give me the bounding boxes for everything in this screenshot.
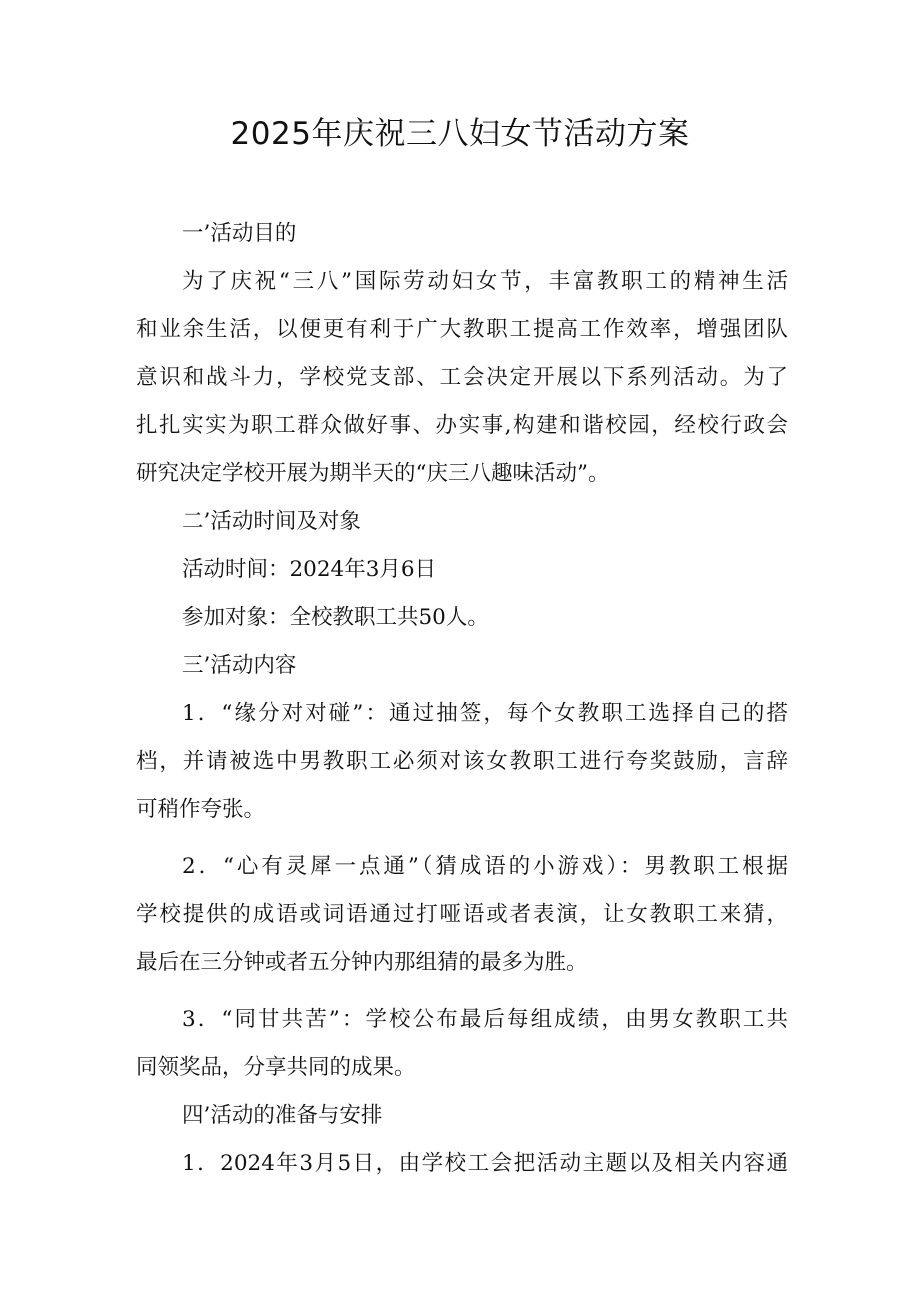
section-heading-content: 三’活动内容	[182, 653, 297, 678]
document-body	[136, 210, 788, 1188]
list-item-3	[136, 996, 788, 1092]
paragraph-line: 最后在三分钟或者五分钟内那组猜的最多为胜。	[136, 950, 588, 975]
section-heading-purpose: 一’活动目的	[182, 221, 297, 246]
spacer	[136, 834, 788, 843]
document-title: 2025年庆祝三八妇女节活动方案	[230, 116, 690, 152]
paragraph-line: 扎扎实实为职工群众做好事、办实事,构建和谐校园，经校行政会	[136, 413, 788, 438]
paragraph-line: 和业余生活，以便更有利于广大教职工提高工作效率，增强团队	[136, 317, 788, 342]
spacer	[136, 987, 788, 996]
paragraph-purpose	[136, 258, 788, 498]
section-heading-preparation: 四’活动的准备与安排	[182, 1103, 383, 1128]
participants: 参加对象：全校教职工共50人。	[182, 605, 489, 630]
paragraph-line: 意识和战斗力，学校党支部、工会决定开展以下系列活动。为了	[136, 365, 788, 390]
paragraph-line: 研究决定学校开展为期半天的“庆三八趣味活动”。	[136, 461, 610, 486]
list-item-1	[136, 690, 788, 834]
paragraph-line: 1．“缘分对对碰”：通过抽签，每个女教职工选择自己的搭	[182, 701, 788, 726]
paragraph-line: 3．“同甘共苦”：学校公布最后每组成绩，由男女教职工共	[182, 1007, 788, 1032]
paragraph-line: 1．2024年3月5日，由学校工会把活动主题以及相关内容通	[182, 1151, 788, 1176]
paragraph-line: 档，并请被选中男教职工必须对该女教职工进行夸奖鼓励，言辞	[136, 749, 788, 774]
paragraph-line: 学校提供的成语或词语通过打哑语或者表演，让女教职工来猜，	[136, 902, 788, 927]
paragraph-line: 2．“心有灵犀一点通”（猜成语的小游戏）：男教职工根据	[182, 854, 788, 879]
paragraph-line: 可稍作夸张。	[136, 797, 266, 822]
section-heading-time-and-people: 二’活动时间及对象	[182, 509, 361, 534]
list-item-2	[136, 843, 788, 987]
activity-time: 活动时间：2024年3月6日	[182, 557, 437, 582]
paragraph-line: 为了庆祝“三八”国际劳动妇女节，丰富教职工的精神生活	[182, 269, 788, 294]
paragraph-line: 同领奖品，分享共同的成果。	[136, 1055, 416, 1080]
